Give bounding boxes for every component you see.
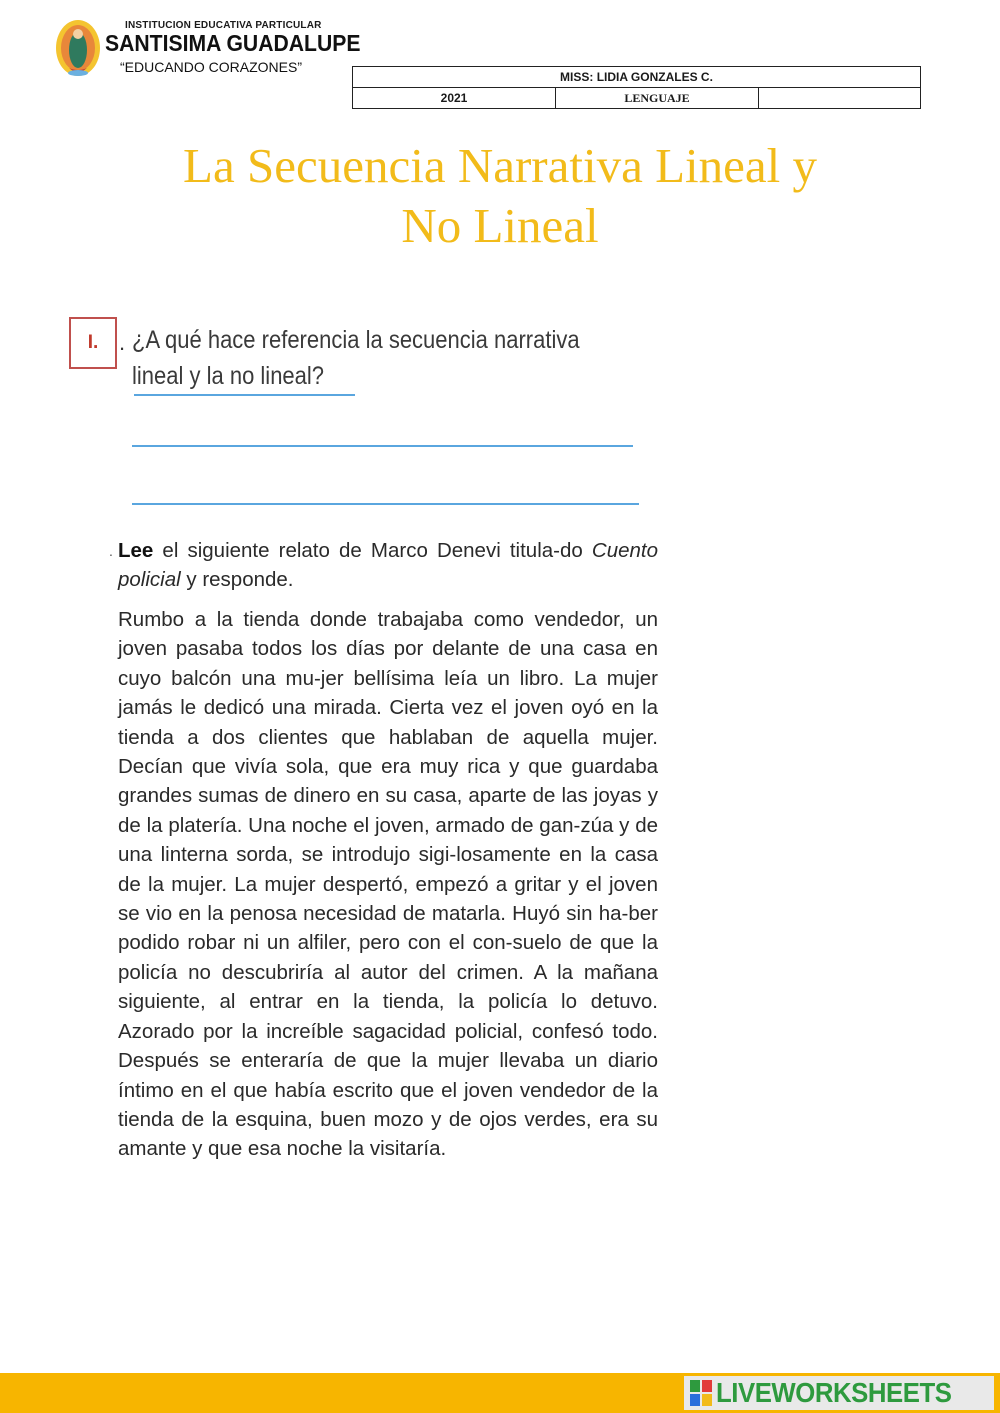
title-line-1: La Secuencia Narrativa Lineal y	[183, 138, 817, 193]
question-number-box	[69, 317, 117, 369]
info-table	[352, 66, 921, 109]
virgin-guadalupe-emblem-icon	[54, 18, 102, 78]
story-text: Rumbo a la tienda donde trabajaba como vendedor, un joven pasaba todos los días por delante de una casa en cuyo balcón una mu-jer bellísima leía un libro. La mujer jamás le dedicó una mirada. Cierta vez el joven oyó en la tienda a dos clientes que hablaban de aquella mujer. Decían que vivía sola, que era muy rica y que guardaba grandes sumas de dinero en su casa, aparte de las joyas y de la platería. Una noche el joven, armado de gan-zúa y de una linterna sorda, se introdujo sigi-losamente en la casa de la mujer. La mujer despertó, empezó a gritar y el joven se vio en la penosa necesidad de matarla. Huyó sin ha-ber podido robar ni un alfiler, pero con el con-suelo de que la policía no descubriría al autor del crimen. A la mañana siguiente, al entrar en la tienda, la policía lo detuvo. Azorado por la increíble sagacidad policial, confesó todo. Después se enteraría de que la mujer llevaba un diario íntimo en el que había escrito que el joven vendedor de la tienda de la esquina, buen mozo y de ojos verdes, era su amante y que esa noche la visitaría.	[118, 608, 658, 1161]
school-name: SANTISIMA GUADALUPE	[105, 30, 361, 56]
answer-line-1[interactable]	[134, 394, 355, 396]
story-title: Cuento policial	[118, 539, 658, 591]
blank-cell	[759, 88, 921, 109]
liveworksheets-brand[interactable]	[684, 1376, 994, 1410]
intro-text: el siguiente relato de Marco Denevi titula-do	[153, 539, 592, 562]
intro-end: y responde.	[180, 568, 294, 591]
brand-text: LIVEWORKSHEETS	[716, 1377, 952, 1408]
answer-line-2[interactable]	[132, 445, 633, 447]
answer-line-3[interactable]	[132, 503, 639, 505]
intro-bold: Lee	[118, 539, 154, 562]
subject-cell: LENGUAJE	[556, 88, 759, 109]
year-cell: 2021	[353, 88, 556, 109]
title-line-2: No Lineal	[401, 198, 599, 253]
liveworksheets-logo-icon	[690, 1380, 712, 1406]
question-text: ¿A qué hace referencia la secuencia narrativa lineal y la no lineal?	[132, 326, 580, 390]
page-title	[60, 136, 940, 256]
school-logo	[50, 14, 361, 84]
question-dot: .	[119, 330, 126, 355]
school-motto: “EDUCANDO CORAZONES”	[120, 59, 303, 75]
reading-instructions	[118, 536, 658, 594]
teacher-cell: MISS: LIDIA GONZALES C.	[353, 67, 921, 88]
reading-bullet: .	[109, 543, 113, 559]
school-prefix: INSTITUCION EDUCATIVA PARTICULAR	[125, 20, 322, 31]
question-number: I.	[87, 332, 99, 353]
